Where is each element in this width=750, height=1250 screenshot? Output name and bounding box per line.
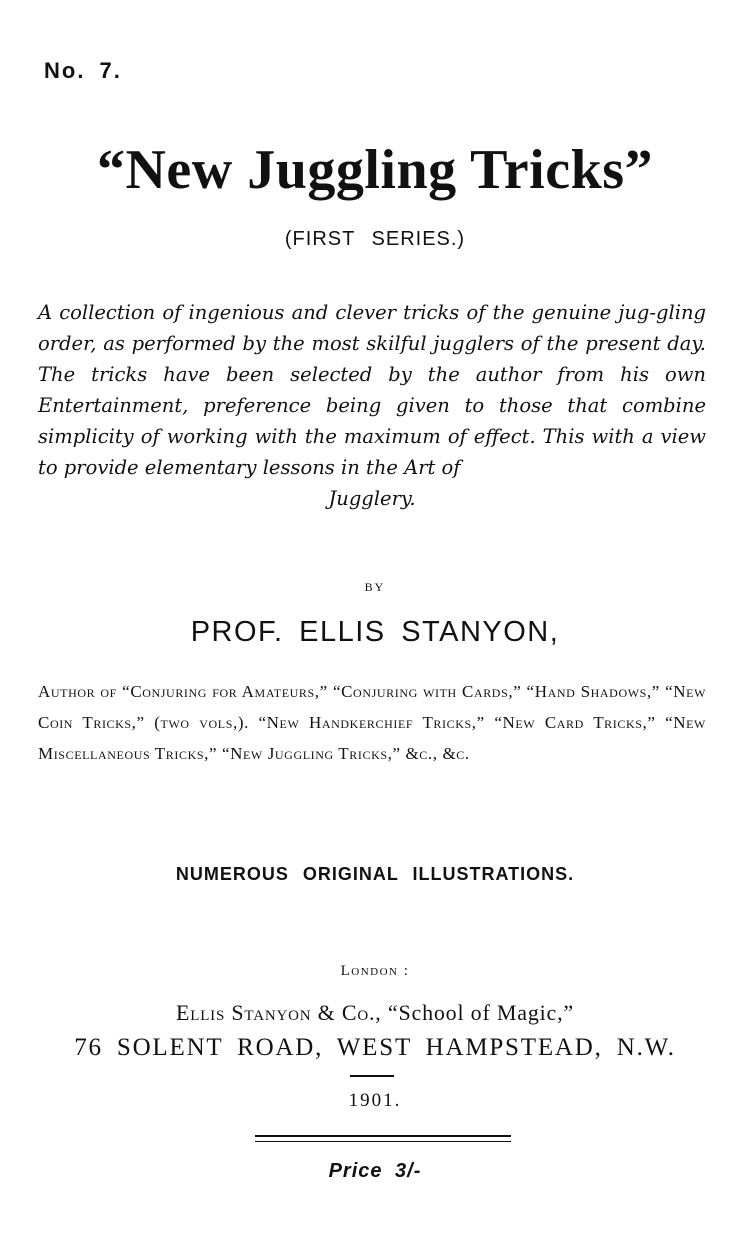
publisher-name: Ellis Stanyon & Co.,	[176, 1000, 382, 1025]
description-paragraph	[38, 297, 706, 514]
double-divider-rule	[255, 1135, 511, 1142]
imprint-address: 76 SOLENT ROAD, WEST HAMPSTEAD, N.W.	[74, 1034, 676, 1061]
volume-number: No. 7.	[44, 58, 122, 83]
by-label: BY	[364, 580, 386, 594]
description-text: A collection of ingenious and clever tricks of the genuine jug-gling order, as performed by the most skilful jugglers of the present day. The tricks have been selected by the author from his own Entertainment, preference being given to those that combine simplicity of working with the maximum of effect. This with a view to provide elementary lessons in the Art of	[38, 301, 706, 479]
publisher-school: “School of Magic,”	[387, 1000, 574, 1025]
price-label: Price 3/-	[328, 1160, 422, 1182]
imprint-year: 1901.	[348, 1090, 402, 1111]
imprint-city: London :	[340, 963, 410, 979]
author-name: PROF. ELLIS STANYON,	[190, 616, 560, 648]
short-divider-rule	[350, 1075, 394, 1077]
book-title: “New Juggling Tricks”	[96, 139, 654, 201]
author-works-list: Author of “Conjuring for Amateurs,” “Conjuring with Cards,” “Hand Shadows,” “New Coin Tricks,” (two vols,). “New Handkerchief Tricks,” “New Card Tricks,” “New Miscellaneous Tricks,” “New Juggling Tricks,” &c., &c.	[38, 682, 706, 763]
series-subtitle: (FIRST SERIES.)	[284, 228, 466, 250]
illustrations-note: NUMEROUS ORIGINAL ILLUSTRATIONS.	[175, 864, 575, 884]
imprint-publisher	[0, 1000, 750, 1026]
description-last-line: Jugglery.	[328, 487, 416, 510]
